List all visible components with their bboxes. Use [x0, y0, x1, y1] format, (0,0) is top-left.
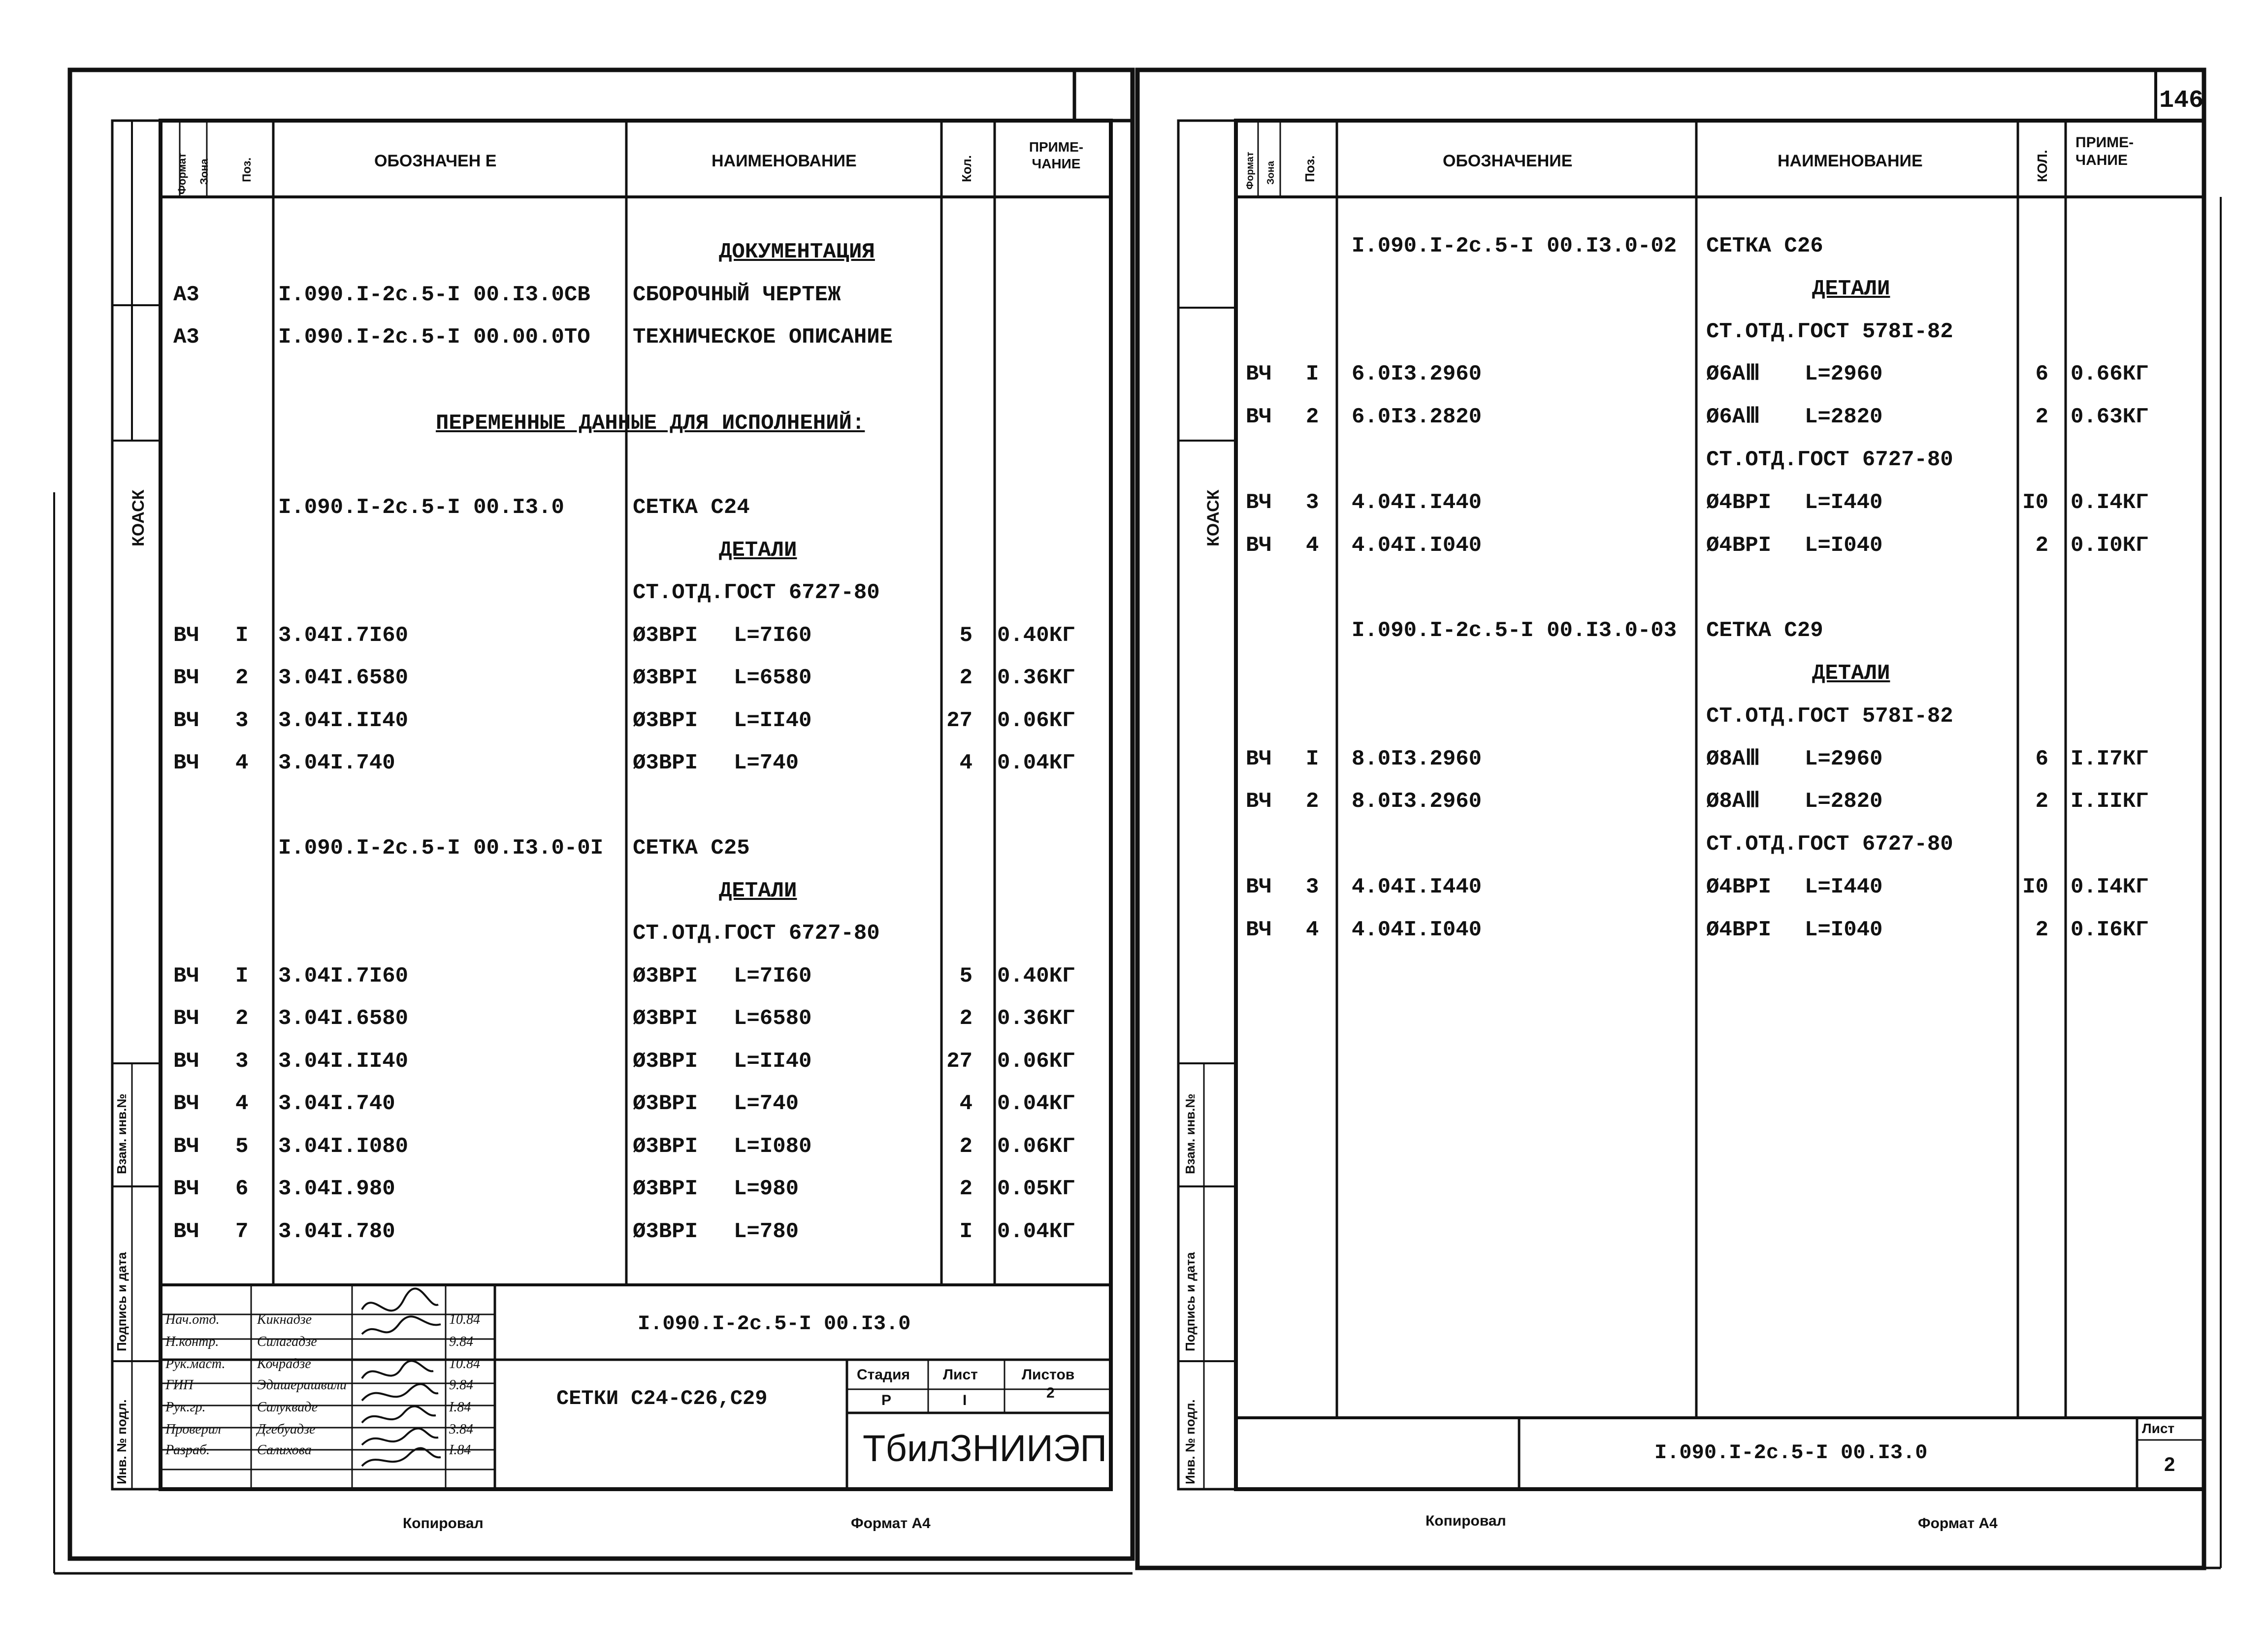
row-name: СЕТКА С29 — [1706, 618, 1823, 643]
person-date: 3.84 — [449, 1422, 473, 1437]
row-quantity: 2 — [2035, 789, 2048, 814]
row-designation: 3.04I.780 — [278, 1219, 395, 1244]
person-date: I.84 — [449, 1400, 471, 1415]
row-length: L=780 — [734, 1219, 799, 1244]
row-name: Ø3ВРI — [633, 1049, 698, 1074]
row-note: 0.40КГ — [997, 963, 1075, 989]
row-name: СТ.ОТД.ГОСТ 578I-82 — [1706, 703, 1953, 729]
person-role: Рук.маст. — [165, 1356, 226, 1372]
person-name: Салукваде — [257, 1400, 318, 1415]
row-designation: I.090.I-2с.5-I 00.I3.0 — [278, 495, 564, 520]
person-name: Салихова — [257, 1442, 312, 1458]
person-name: Кочрадзе — [257, 1356, 311, 1372]
row-length: L=I040 — [1805, 533, 1883, 558]
row-note: I.I7КГ — [2071, 746, 2149, 771]
row-position: 6 — [235, 1177, 249, 1201]
row-name: ДЕТАЛИ — [1812, 661, 1890, 686]
margin-inv: Инв. № подл. — [114, 1399, 129, 1484]
sheets-value: 2 — [1046, 1385, 1055, 1401]
header-zone: Зона — [1265, 161, 1276, 185]
row-note: 0.40КГ — [997, 623, 1075, 648]
row-format: А3 — [173, 325, 199, 350]
row-length: L=740 — [734, 1091, 799, 1116]
row-quantity: 2 — [2035, 533, 2048, 558]
row-name: Ø3ВРI — [633, 1091, 698, 1116]
row-note: 0.04КГ — [997, 1219, 1075, 1244]
row-designation: 3.04I.II40 — [278, 1049, 409, 1074]
row-name: Ø8АⅢ — [1706, 789, 1760, 814]
row-quantity: 4 — [959, 1091, 972, 1116]
row-designation: 8.0I3.2960 — [1352, 789, 1482, 814]
row-format: ВЧ — [173, 1049, 199, 1074]
row-format: ВЧ — [173, 666, 199, 690]
header-format: Формат — [176, 153, 188, 194]
footer-format: Формат А4 — [1918, 1515, 1998, 1532]
title-block-code: I.090.I-2с.5-I 00.I3.0 — [638, 1312, 911, 1336]
person-date: 10.84 — [449, 1356, 480, 1372]
row-quantity: 5 — [959, 623, 972, 648]
row-designation: 4.04I.I040 — [1352, 533, 1482, 558]
row-position: 3 — [235, 1049, 249, 1074]
person-date: I.84 — [449, 1442, 471, 1458]
row-format: ВЧ — [173, 1177, 199, 1201]
row-position: 4 — [1306, 917, 1319, 942]
row-position: 3 — [1306, 490, 1319, 515]
row-position: 4 — [235, 1091, 249, 1116]
row-designation: 3.04I.740 — [278, 1091, 395, 1116]
row-note: 0.63КГ — [2071, 405, 2149, 430]
row-name: Ø3ВРI — [633, 623, 698, 648]
row-position: I — [1306, 362, 1319, 387]
row-name: СТ.ОТД.ГОСТ 6727-80 — [1706, 832, 1953, 857]
row-designation: 6.0I3.2820 — [1352, 405, 1482, 430]
row-note: 0.04КГ — [997, 1091, 1075, 1116]
row-designation: 3.04I.7I60 — [278, 623, 409, 648]
row-length: L=980 — [734, 1177, 799, 1201]
row-name: Ø4ВРI — [1706, 875, 1772, 899]
person-role: Проверил — [165, 1422, 222, 1437]
row-note: 0.04КГ — [997, 751, 1075, 775]
person-name: Силагадзе — [257, 1334, 317, 1349]
side-stamp: КОАСК — [129, 489, 148, 546]
row-name: Ø3ВРI — [633, 708, 698, 733]
header-note: ПРИМЕ-ЧАНИЕ — [1029, 139, 1084, 171]
margin-vzam: Взам. инв.№ — [1183, 1093, 1198, 1174]
row-designation: 3.04I.II40 — [278, 708, 409, 733]
row-name: СТ.ОТД.ГОСТ 6727-80 — [633, 580, 880, 605]
row-format: ВЧ — [1246, 917, 1272, 942]
row-format: ВЧ — [173, 751, 199, 775]
row-length: L=II40 — [734, 708, 812, 733]
row-position: 5 — [235, 1134, 249, 1159]
row-name: Ø3ВРI — [633, 1134, 698, 1159]
title-block-code: I.090.I-2с.5-I 00.I3.0 — [1654, 1441, 1928, 1465]
row-length: L=2820 — [1805, 789, 1883, 814]
sheet-value: I — [963, 1392, 967, 1408]
row-format: ВЧ — [1246, 533, 1272, 558]
row-designation: 3.04I.6580 — [278, 1006, 409, 1031]
row-note: 0.36КГ — [997, 1006, 1075, 1031]
row-note: 0.36КГ — [997, 666, 1075, 690]
row-quantity: 2 — [959, 1006, 972, 1031]
header-pos: Поз. — [240, 157, 254, 182]
row-designation: I.090.I-2с.5-I 00.I3.0-02 — [1352, 234, 1677, 258]
row-position: 2 — [235, 666, 249, 690]
row-quantity: 2 — [2035, 405, 2048, 430]
row-designation: 4.04I.I440 — [1352, 875, 1482, 899]
header-name: НАИМЕНОВАНИЕ — [1778, 152, 1923, 170]
row-quantity: I0 — [2022, 490, 2048, 515]
row-format: ВЧ — [173, 708, 199, 733]
sheet-value: 2 — [2164, 1454, 2175, 1475]
row-length: L=I040 — [1805, 917, 1883, 942]
row-quantity: 27 — [946, 1049, 972, 1074]
row-designation: 8.0I3.2960 — [1352, 746, 1482, 771]
sheet-label: Лист — [2142, 1421, 2175, 1436]
row-name: СЕТКА С26 — [1706, 234, 1823, 258]
row-designation: I.090.I-2с.5-I 00.I3.0-0I — [278, 836, 604, 861]
row-name: Ø3ВРI — [633, 751, 698, 775]
person-role: Разраб. — [165, 1442, 210, 1458]
sheet-number: 146 — [2159, 87, 2204, 115]
row-name: Ø3ВРI — [633, 1006, 698, 1031]
row-name: Ø4ВРI — [1706, 490, 1772, 515]
row-note: 0.06КГ — [997, 1049, 1075, 1074]
row-note: 0.66КГ — [2071, 362, 2149, 387]
row-length: L=I440 — [1805, 875, 1883, 899]
row-quantity: 4 — [959, 751, 972, 775]
row-note: 0.06КГ — [997, 708, 1075, 733]
header-qty: КОЛ. — [2035, 150, 2050, 182]
row-position: I — [1306, 746, 1319, 771]
variable-data-title: ПЕРЕМЕННЫЕ ДАННЫЕ ДЛЯ ИСПОЛНЕНИЙ: — [436, 411, 865, 436]
row-designation: 3.04I.7I60 — [278, 963, 409, 989]
row-format: ВЧ — [1246, 362, 1272, 387]
row-designation: 4.04I.I440 — [1352, 490, 1482, 515]
person-date: 9.84 — [449, 1377, 473, 1393]
header-designation: ОБОЗНАЧЕН Е — [374, 152, 497, 170]
row-name: Ø4ВРI — [1706, 917, 1772, 942]
row-format: ВЧ — [173, 1091, 199, 1116]
row-name: СЕТКА С25 — [633, 836, 750, 861]
row-format: ВЧ — [173, 1134, 199, 1159]
row-length: L=I440 — [1805, 490, 1883, 515]
person-name: Кикнадзе — [257, 1312, 312, 1327]
row-name: ДЕТАЛИ — [719, 538, 797, 563]
row-format: ВЧ — [173, 1219, 199, 1244]
row-designation: 3.04I.6580 — [278, 666, 409, 690]
row-name: СТ.ОТД.ГОСТ 578I-82 — [1706, 319, 1953, 344]
row-length: L=6580 — [734, 666, 812, 690]
signatures — [362, 1288, 441, 1466]
row-length: L=740 — [734, 751, 799, 775]
person-role: Н.контр. — [165, 1334, 219, 1349]
sheet-label: Лист — [943, 1367, 978, 1383]
row-quantity: 2 — [959, 1177, 972, 1201]
row-quantity: I — [959, 1219, 972, 1244]
row-note: 0.I4КГ — [2071, 490, 2149, 515]
row-position: I — [235, 623, 249, 648]
row-name: СТ.ОТД.ГОСТ 6727-80 — [633, 921, 880, 946]
header-zone: Зона — [198, 159, 210, 185]
footer-format: Формат А4 — [851, 1515, 931, 1532]
row-designation: I.090.I-2с.5-I 00.I3.0-03 — [1352, 618, 1677, 643]
row-quantity: 2 — [959, 666, 972, 690]
row-format: ВЧ — [1246, 746, 1272, 771]
row-name: Ø6АⅢ — [1706, 362, 1760, 387]
row-note: I.IIКГ — [2071, 789, 2149, 814]
row-length: L=2960 — [1805, 746, 1883, 771]
row-note: 0.I6КГ — [2071, 917, 2149, 942]
person-role: Рук.гр. — [165, 1400, 206, 1415]
row-format: ВЧ — [173, 1006, 199, 1031]
row-designation: I.090.I-2с.5-I 00.I3.0СВ — [278, 282, 590, 307]
sheets-label: Листов — [1022, 1367, 1075, 1383]
row-note: 0.06КГ — [997, 1134, 1075, 1159]
row-quantity: 6 — [2035, 362, 2048, 387]
header-name: НАИМЕНОВАНИЕ — [712, 152, 857, 170]
row-format: А3 — [173, 282, 199, 307]
row-length: L=2960 — [1805, 362, 1883, 387]
row-position: 2 — [235, 1006, 249, 1031]
header-format: Формат — [1245, 152, 1256, 190]
row-name: СТ.ОТД.ГОСТ 6727-80 — [1706, 447, 1953, 472]
row-length: L=I080 — [734, 1134, 812, 1159]
row-quantity: 27 — [946, 708, 972, 733]
stage-value: Р — [881, 1392, 892, 1408]
row-format: ВЧ — [1246, 875, 1272, 899]
row-quantity: I0 — [2022, 875, 2048, 899]
row-name: Ø3ВРI — [633, 963, 698, 989]
row-name: Ø3ВРI — [633, 1219, 698, 1244]
row-length: L=6580 — [734, 1006, 812, 1031]
person-role: Нач.отд. — [165, 1312, 220, 1327]
row-note: 0.05КГ — [997, 1177, 1075, 1201]
footer-copied: Копировал — [403, 1515, 484, 1532]
row-note: 0.I0КГ — [2071, 533, 2149, 558]
header-qty: Кол. — [959, 155, 974, 182]
row-name: Ø3ВРI — [633, 666, 698, 690]
row-format: ВЧ — [1246, 789, 1272, 814]
row-position: I — [235, 963, 249, 989]
person-name: Эдишерашвили — [257, 1377, 347, 1393]
stage-label: Стадия — [857, 1367, 910, 1383]
row-name: СЕТКА С24 — [633, 495, 750, 520]
row-name: Ø6АⅢ — [1706, 405, 1760, 430]
margin-podpis: Подпись и дата — [1183, 1252, 1198, 1351]
row-format: ВЧ — [1246, 490, 1272, 515]
organization: ТбилЗНИИЭП — [863, 1428, 1107, 1469]
row-position: 4 — [235, 751, 249, 775]
row-designation: 6.0I3.2960 — [1352, 362, 1482, 387]
row-position: 2 — [1306, 789, 1319, 814]
row-length: L=7I60 — [734, 963, 812, 989]
row-quantity: 2 — [959, 1134, 972, 1159]
row-name: Ø4ВРI — [1706, 533, 1772, 558]
row-designation: I.090.I-2с.5-I 00.00.0ТО — [278, 325, 590, 350]
person-date: 10.84 — [449, 1312, 480, 1327]
row-length: L=II40 — [734, 1049, 812, 1074]
row-position: 2 — [1306, 405, 1319, 430]
row-designation: 3.04I.980 — [278, 1177, 395, 1201]
row-quantity: 2 — [2035, 917, 2048, 942]
header-designation: ОБОЗНАЧЕНИЕ — [1443, 152, 1573, 170]
person-date: 9.84 — [449, 1334, 473, 1349]
margin-vzam: Взам. инв.№ — [114, 1093, 129, 1174]
row-name: ДОКУМЕНТАЦИЯ — [719, 240, 875, 264]
row-position: 7 — [235, 1219, 249, 1244]
row-designation: 3.04I.740 — [278, 751, 395, 775]
row-name: Ø3ВРI — [633, 1177, 698, 1201]
row-format: ВЧ — [173, 623, 199, 648]
title-block-title: СЕТКИ С24-С26,С29 — [556, 1387, 768, 1410]
row-name: ДЕТАЛИ — [1812, 276, 1890, 301]
header-pos: Поз. — [1302, 155, 1317, 182]
row-position: 3 — [235, 708, 249, 733]
row-quantity: 5 — [959, 963, 972, 989]
margin-podpis: Подпись и дата — [114, 1252, 129, 1351]
row-designation: 3.04I.I080 — [278, 1134, 409, 1159]
row-length: L=2820 — [1805, 405, 1883, 430]
row-name: Ø8АⅢ — [1706, 746, 1760, 771]
row-name: ДЕТАЛИ — [719, 878, 797, 903]
row-position: 4 — [1306, 533, 1319, 558]
person-name: Дгебуадзе — [257, 1422, 316, 1437]
row-length: L=7I60 — [734, 623, 812, 648]
row-name: СБОРОЧНЫЙ ЧЕРТЕЖ — [633, 282, 841, 307]
row-format: ВЧ — [1246, 405, 1272, 430]
row-position: 3 — [1306, 875, 1319, 899]
row-designation: 4.04I.I040 — [1352, 917, 1482, 942]
side-stamp: КОАСК — [1204, 489, 1223, 546]
row-name: ТЕХНИЧЕСКОЕ ОПИСАНИЕ — [633, 325, 893, 350]
person-role: ГИП — [165, 1377, 194, 1393]
row-note: 0.I4КГ — [2071, 875, 2149, 899]
header-note: ПРИМЕ-ЧАНИЕ — [2075, 134, 2134, 168]
row-quantity: 6 — [2035, 746, 2048, 771]
margin-inv: Инв. № подл. — [1183, 1399, 1198, 1484]
row-format: ВЧ — [173, 963, 199, 989]
footer-copied: Копировал — [1426, 1513, 1506, 1529]
